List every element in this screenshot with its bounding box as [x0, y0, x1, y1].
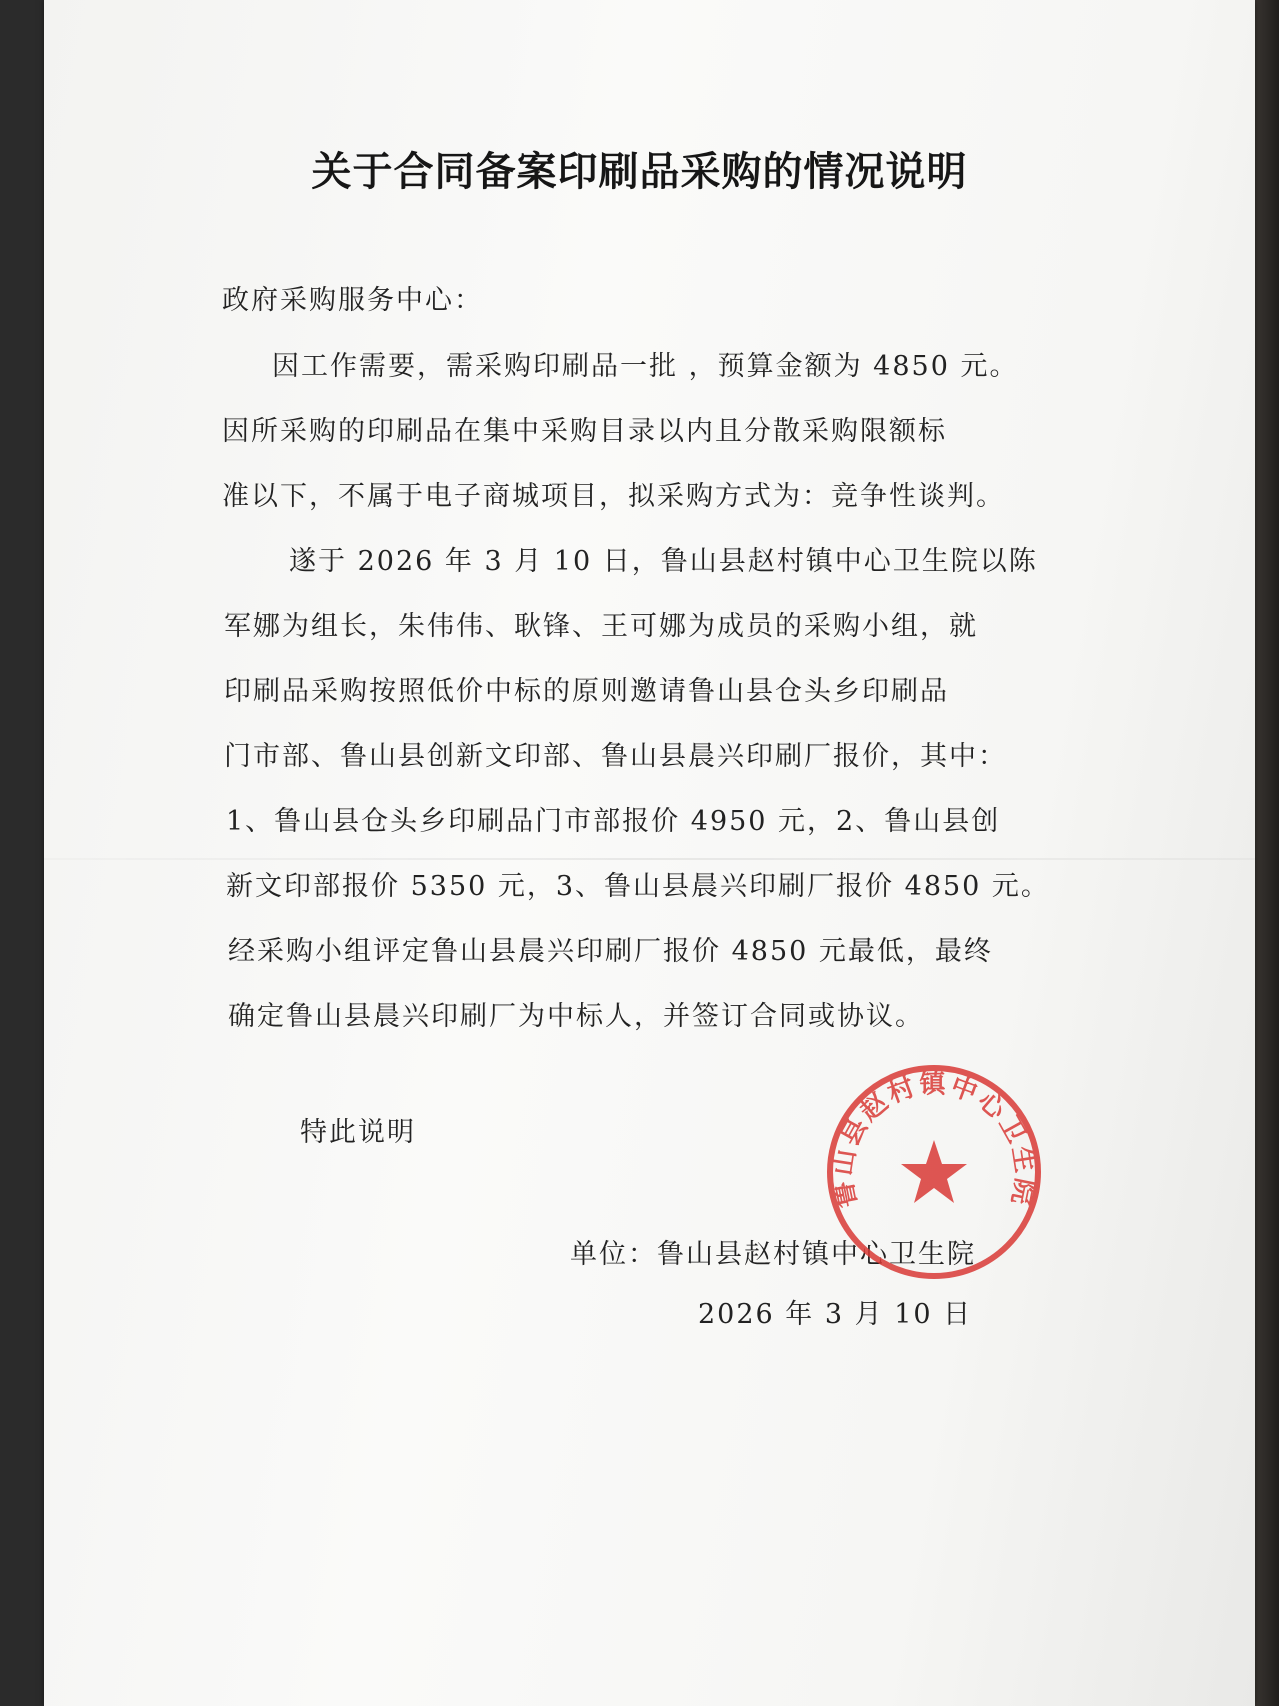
- paragraph1-line: 因所采购的印刷品在集中采购目录以内且分散采购限额标: [222, 416, 947, 447]
- paragraph2-line: 经采购小组评定鲁山县晨兴印刷厂报价 4850 元最低，最终: [228, 936, 993, 967]
- paper-sheet: [44, 0, 1255, 1706]
- official-seal: [822, 1060, 1046, 1284]
- closing-remark: 特此说明: [300, 1117, 416, 1148]
- paragraph1-line: 准以下，不属于电子商城项目，拟采购方式为：竞争性谈判。: [222, 481, 1005, 512]
- paragraph2-line: 确定鲁山县晨兴印刷厂为中标人，并签订合同或协议。: [228, 1001, 924, 1032]
- paragraph2-line: 军娜为组长，朱伟伟、耿锋、王可娜为成员的采购小组，就: [224, 611, 978, 642]
- seal-star-icon: [901, 1140, 967, 1203]
- paragraph2-line: 新文印部报价 5350 元，3、鲁山县晨兴印刷厂报价 4850 元。: [226, 871, 1050, 902]
- seal-text: 鲁山县赵村镇中心卫生院: [828, 1069, 1040, 1210]
- paragraph2-line: 门市部、鲁山县创新文印部、鲁山县晨兴印刷厂报价，其中：: [224, 741, 1007, 772]
- desk-background: [1255, 0, 1279, 1706]
- paragraph2-line: 遂于 2026 年 3 月 10 日，鲁山县赵村镇中心卫生院以陈: [289, 546, 1038, 577]
- paragraph1-line: 因工作需要，需采购印刷品一批 ，预算金额为 4850 元。: [272, 351, 1019, 382]
- document-title: 关于合同备案印刷品采购的情况说明: [311, 149, 968, 195]
- signature-unit: 单位：鲁山县赵村镇中心卫生院: [570, 1239, 976, 1270]
- signature-date: 2026 年 3 月 10 日: [698, 1299, 973, 1330]
- paragraph2-line: 印刷品采购按照低价中标的原则邀请鲁山县仓头乡印刷品: [224, 676, 949, 707]
- paper-fold-crease: [44, 858, 1255, 860]
- paragraph2-line: 1、鲁山县仓头乡印刷品门市部报价 4950 元，2、鲁山县创: [226, 806, 1001, 837]
- recipient-line: 政府采购服务中心：: [222, 285, 483, 316]
